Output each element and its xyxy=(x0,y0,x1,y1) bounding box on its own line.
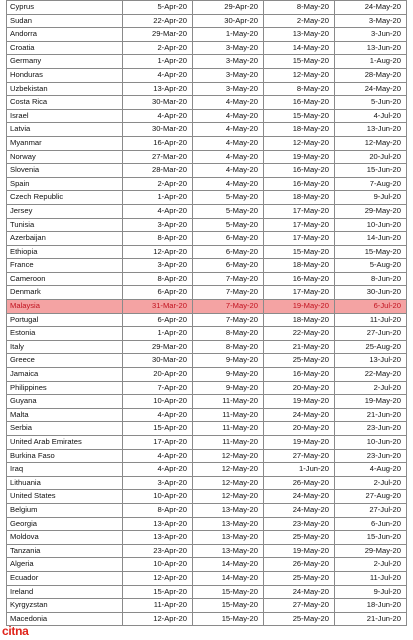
table-cell-date-3: 25-May-20 xyxy=(264,531,335,545)
table-row xyxy=(7,96,407,110)
table-cell-country: Georgia xyxy=(7,517,123,531)
table-row xyxy=(7,585,407,599)
table-cell-country: Iraq xyxy=(7,463,123,477)
table-row xyxy=(7,381,407,395)
table-cell-date-3: 23-May-20 xyxy=(264,517,335,531)
table-cell-date-3: 24-May-20 xyxy=(264,503,335,517)
table-row xyxy=(7,368,407,382)
table-cell-country: Latvia xyxy=(7,123,123,137)
table-row xyxy=(7,286,407,300)
table-cell-date-2: 7-May-20 xyxy=(193,272,264,286)
table-cell-date-4: 9-Jul-20 xyxy=(335,191,407,205)
table-cell-date-1: 15-Apr-20 xyxy=(123,422,193,436)
table-cell-country: Lithuania xyxy=(7,476,123,490)
table-cell-date-4: 15-May-20 xyxy=(335,245,407,259)
table-cell-date-1: 13-Apr-20 xyxy=(123,82,193,96)
table-cell-date-2: 11-May-20 xyxy=(193,395,264,409)
table-cell-date-4: 23-Jun-20 xyxy=(335,422,407,436)
table-cell-date-3: 1-Jun-20 xyxy=(264,463,335,477)
table-row xyxy=(7,395,407,409)
table-row xyxy=(7,177,407,191)
table-cell-date-4: 30-Jun-20 xyxy=(335,286,407,300)
table-row xyxy=(7,14,407,28)
table-cell-date-4: 27-Aug-20 xyxy=(335,490,407,504)
table-cell-date-3: 18-May-20 xyxy=(264,313,335,327)
table-cell-date-3: 24-May-20 xyxy=(264,585,335,599)
table-cell-date-2: 11-May-20 xyxy=(193,436,264,450)
table-cell-date-4: 15-Jun-20 xyxy=(335,164,407,178)
table-cell-date-1: 13-Apr-20 xyxy=(123,517,193,531)
table-cell-date-2: 30-Apr-20 xyxy=(193,14,264,28)
table-row xyxy=(7,449,407,463)
table-row xyxy=(7,436,407,450)
table-cell-date-3: 17-May-20 xyxy=(264,286,335,300)
table-cell-date-1: 23-Apr-20 xyxy=(123,544,193,558)
table-cell-date-3: 20-May-20 xyxy=(264,422,335,436)
table-cell-date-1: 13-Apr-20 xyxy=(123,531,193,545)
table-cell-country: Andorra xyxy=(7,28,123,42)
table-cell-date-2: 13-May-20 xyxy=(193,544,264,558)
table-row xyxy=(7,544,407,558)
table-cell-date-1: 16-Apr-20 xyxy=(123,136,193,150)
table-row xyxy=(7,28,407,42)
table-cell-date-1: 22-Apr-20 xyxy=(123,14,193,28)
table-cell-country: Jersey xyxy=(7,204,123,218)
table-cell-date-1: 12-Apr-20 xyxy=(123,245,193,259)
table-cell-date-3: 25-May-20 xyxy=(264,571,335,585)
table-cell-country: Denmark xyxy=(7,286,123,300)
table-cell-date-2: 14-May-20 xyxy=(193,558,264,572)
table-row xyxy=(7,408,407,422)
table-cell-date-1: 10-Apr-20 xyxy=(123,490,193,504)
table-cell-date-2: 3-May-20 xyxy=(193,82,264,96)
table-cell-date-1: 4-Apr-20 xyxy=(123,463,193,477)
table-cell-country: Sudan xyxy=(7,14,123,28)
table-row xyxy=(7,136,407,150)
table-cell-date-4: 29-May-20 xyxy=(335,544,407,558)
table-row xyxy=(7,191,407,205)
table-cell-date-2: 11-May-20 xyxy=(193,422,264,436)
table-cell-date-3: 12-May-20 xyxy=(264,136,335,150)
table-cell-country: Ireland xyxy=(7,585,123,599)
table-cell-date-2: 4-May-20 xyxy=(193,96,264,110)
table-cell-date-1: 10-Apr-20 xyxy=(123,558,193,572)
table-cell-date-4: 12-May-20 xyxy=(335,136,407,150)
table-cell-country: Ecuador xyxy=(7,571,123,585)
table-cell-date-1: 20-Apr-20 xyxy=(123,368,193,382)
table-cell-date-2: 4-May-20 xyxy=(193,109,264,123)
table-cell-date-4: 13-Jul-20 xyxy=(335,354,407,368)
table-cell-date-3: 19-May-20 xyxy=(264,436,335,450)
table-cell-date-4: 6-Jun-20 xyxy=(335,517,407,531)
table-cell-date-3: 8-May-20 xyxy=(264,1,335,15)
table-cell-date-1: 4-Apr-20 xyxy=(123,109,193,123)
table-cell-date-3: 16-May-20 xyxy=(264,177,335,191)
table-row xyxy=(7,612,407,626)
table-cell-date-3: 27-May-20 xyxy=(264,449,335,463)
table-cell-date-1: 29-Mar-20 xyxy=(123,28,193,42)
table-cell-date-1: 4-Apr-20 xyxy=(123,68,193,82)
table-cell-date-4: 7-Aug-20 xyxy=(335,177,407,191)
table-cell-date-1: 8-Apr-20 xyxy=(123,503,193,517)
table-row xyxy=(7,300,407,314)
table-cell-date-4: 23-Jun-20 xyxy=(335,449,407,463)
table-cell-date-3: 16-May-20 xyxy=(264,96,335,110)
table-cell-country: Azerbaijan xyxy=(7,232,123,246)
table-cell-date-2: 14-May-20 xyxy=(193,571,264,585)
table-cell-country: Belgium xyxy=(7,503,123,517)
table-cell-country: Portugal xyxy=(7,313,123,327)
table-row xyxy=(7,232,407,246)
table-cell-date-1: 15-Apr-20 xyxy=(123,585,193,599)
table-row xyxy=(7,422,407,436)
table-row xyxy=(7,272,407,286)
table-cell-date-2: 12-May-20 xyxy=(193,476,264,490)
table-cell-date-1: 2-Apr-20 xyxy=(123,41,193,55)
table-cell-country: Macedonia xyxy=(7,612,123,626)
table-row xyxy=(7,476,407,490)
table-cell-date-1: 30-Mar-20 xyxy=(123,96,193,110)
table-cell-date-1: 27-Mar-20 xyxy=(123,150,193,164)
table-cell-date-4: 28-May-20 xyxy=(335,68,407,82)
table-cell-country: Cyprus xyxy=(7,1,123,15)
table-cell-date-1: 8-Apr-20 xyxy=(123,272,193,286)
table-cell-country: Czech Republic xyxy=(7,191,123,205)
table-cell-country: Ethiopia xyxy=(7,245,123,259)
table-cell-date-1: 1-Apr-20 xyxy=(123,191,193,205)
table-row xyxy=(7,354,407,368)
table-cell-date-3: 8-May-20 xyxy=(264,82,335,96)
table-cell-country: United Arab Emirates xyxy=(7,436,123,450)
table-cell-date-2: 5-May-20 xyxy=(193,218,264,232)
table-cell-country: Myanmar xyxy=(7,136,123,150)
table-cell-date-2: 15-May-20 xyxy=(193,599,264,613)
table-cell-date-3: 14-May-20 xyxy=(264,41,335,55)
table-cell-date-2: 9-May-20 xyxy=(193,354,264,368)
table-cell-date-3: 15-May-20 xyxy=(264,245,335,259)
table-cell-country: Italy xyxy=(7,340,123,354)
table-cell-date-3: 16-May-20 xyxy=(264,368,335,382)
table-body xyxy=(7,1,407,626)
table-cell-date-2: 5-May-20 xyxy=(193,204,264,218)
table-cell-date-2: 1-May-20 xyxy=(193,28,264,42)
table-cell-date-2: 3-May-20 xyxy=(193,55,264,69)
table-cell-date-2: 11-May-20 xyxy=(193,408,264,422)
table-cell-date-2: 9-May-20 xyxy=(193,368,264,382)
table-cell-date-2: 4-May-20 xyxy=(193,164,264,178)
table-cell-date-3: 26-May-20 xyxy=(264,558,335,572)
table-cell-country: Malaysia xyxy=(7,300,123,314)
table-cell-date-4: 21-Jun-20 xyxy=(335,408,407,422)
table-row xyxy=(7,41,407,55)
table-cell-country: Serbia xyxy=(7,422,123,436)
table-cell-date-4: 20-Jul-20 xyxy=(335,150,407,164)
table-cell-date-3: 12-May-20 xyxy=(264,68,335,82)
table-cell-date-2: 4-May-20 xyxy=(193,136,264,150)
table-cell-date-2: 13-May-20 xyxy=(193,531,264,545)
table-cell-date-4: 10-Jun-20 xyxy=(335,218,407,232)
table-cell-date-4: 13-Jun-20 xyxy=(335,123,407,137)
table-cell-date-4: 10-Jun-20 xyxy=(335,436,407,450)
table-cell-date-2: 12-May-20 xyxy=(193,490,264,504)
table-cell-date-2: 15-May-20 xyxy=(193,612,264,626)
table-cell-date-3: 20-May-20 xyxy=(264,381,335,395)
table-cell-date-3: 18-May-20 xyxy=(264,123,335,137)
table-row xyxy=(7,259,407,273)
table-cell-date-2: 5-May-20 xyxy=(193,191,264,205)
table-cell-country: Uzbekistan xyxy=(7,82,123,96)
table-row xyxy=(7,327,407,341)
table-cell-date-4: 11-Jul-20 xyxy=(335,571,407,585)
table-cell-date-2: 13-May-20 xyxy=(193,517,264,531)
table-row xyxy=(7,55,407,69)
table-cell-date-2: 3-May-20 xyxy=(193,68,264,82)
table-cell-date-2: 7-May-20 xyxy=(193,300,264,314)
table-row xyxy=(7,245,407,259)
table-cell-date-3: 24-May-20 xyxy=(264,490,335,504)
table-cell-date-2: 7-May-20 xyxy=(193,313,264,327)
table-row xyxy=(7,340,407,354)
table-row xyxy=(7,503,407,517)
table-cell-country: United States xyxy=(7,490,123,504)
table-cell-date-4: 5-Jun-20 xyxy=(335,96,407,110)
table-cell-date-3: 27-May-20 xyxy=(264,599,335,613)
table-cell-date-4: 24-May-20 xyxy=(335,82,407,96)
table-cell-date-2: 4-May-20 xyxy=(193,150,264,164)
table-cell-date-4: 15-Jun-20 xyxy=(335,531,407,545)
table-cell-date-4: 3-Jun-20 xyxy=(335,28,407,42)
table-cell-country: Croatia xyxy=(7,41,123,55)
table-cell-date-1: 29-Mar-20 xyxy=(123,340,193,354)
table-cell-date-3: 21-May-20 xyxy=(264,340,335,354)
table-cell-date-2: 12-May-20 xyxy=(193,463,264,477)
table-cell-country: Algeria xyxy=(7,558,123,572)
table-cell-date-3: 17-May-20 xyxy=(264,232,335,246)
table-cell-country: France xyxy=(7,259,123,273)
table-row xyxy=(7,571,407,585)
table-cell-date-1: 6-Apr-20 xyxy=(123,313,193,327)
table-row xyxy=(7,218,407,232)
table-cell-date-1: 12-Apr-20 xyxy=(123,571,193,585)
table-cell-country: Israel xyxy=(7,109,123,123)
table-row xyxy=(7,490,407,504)
table-cell-date-1: 10-Apr-20 xyxy=(123,395,193,409)
table-cell-date-3: 25-May-20 xyxy=(264,612,335,626)
table-cell-date-3: 19-May-20 xyxy=(264,300,335,314)
table-cell-date-4: 18-Jun-20 xyxy=(335,599,407,613)
table-cell-date-1: 31-Mar-20 xyxy=(123,300,193,314)
table-cell-date-4: 24-May-20 xyxy=(335,1,407,15)
table-cell-date-4: 4-Jul-20 xyxy=(335,109,407,123)
table-cell-date-1: 1-Apr-20 xyxy=(123,327,193,341)
table-cell-country: Norway xyxy=(7,150,123,164)
table-row xyxy=(7,313,407,327)
table-cell-date-2: 6-May-20 xyxy=(193,232,264,246)
table-cell-date-2: 3-May-20 xyxy=(193,41,264,55)
table-cell-date-2: 8-May-20 xyxy=(193,327,264,341)
table-row xyxy=(7,204,407,218)
table-cell-date-4: 8-Jun-20 xyxy=(335,272,407,286)
table-cell-date-4: 6-Jul-20 xyxy=(335,300,407,314)
table-cell-date-4: 27-Jun-20 xyxy=(335,327,407,341)
table-cell-country: Tunisia xyxy=(7,218,123,232)
table-cell-date-1: 30-Mar-20 xyxy=(123,123,193,137)
table-cell-date-1: 3-Apr-20 xyxy=(123,476,193,490)
table-cell-date-3: 2-May-20 xyxy=(264,14,335,28)
table-cell-country: Spain xyxy=(7,177,123,191)
table-cell-date-1: 3-Apr-20 xyxy=(123,218,193,232)
table-cell-date-4: 3-May-20 xyxy=(335,14,407,28)
table-cell-country: Greece xyxy=(7,354,123,368)
table-row xyxy=(7,1,407,15)
table-cell-date-2: 4-May-20 xyxy=(193,123,264,137)
table-row xyxy=(7,150,407,164)
table-cell-country: Estonia xyxy=(7,327,123,341)
table-cell-date-4: 14-Jun-20 xyxy=(335,232,407,246)
table-cell-date-1: 28-Mar-20 xyxy=(123,164,193,178)
table-cell-date-4: 2-Jul-20 xyxy=(335,381,407,395)
table-cell-date-2: 6-May-20 xyxy=(193,259,264,273)
table-cell-date-1: 3-Apr-20 xyxy=(123,259,193,273)
table-cell-date-4: 5-Aug-20 xyxy=(335,259,407,273)
table-cell-date-4: 4-Aug-20 xyxy=(335,463,407,477)
table-cell-country: Malta xyxy=(7,408,123,422)
table-cell-date-3: 22-May-20 xyxy=(264,327,335,341)
table-cell-date-1: 17-Apr-20 xyxy=(123,436,193,450)
table-cell-date-4: 25-Aug-20 xyxy=(335,340,407,354)
table-cell-date-3: 15-May-20 xyxy=(264,55,335,69)
table-cell-date-4: 9-Jul-20 xyxy=(335,585,407,599)
table-cell-date-4: 22-May-20 xyxy=(335,368,407,382)
table-row xyxy=(7,109,407,123)
table-cell-date-1: 2-Apr-20 xyxy=(123,177,193,191)
table-row xyxy=(7,68,407,82)
table-cell-country: Guyana xyxy=(7,395,123,409)
table-cell-date-3: 17-May-20 xyxy=(264,218,335,232)
table-cell-date-3: 19-May-20 xyxy=(264,395,335,409)
table-cell-country: Cameroon xyxy=(7,272,123,286)
table-cell-date-3: 18-May-20 xyxy=(264,259,335,273)
table-row xyxy=(7,558,407,572)
table-cell-date-3: 15-May-20 xyxy=(264,109,335,123)
table-cell-date-1: 30-Mar-20 xyxy=(123,354,193,368)
table-cell-date-3: 18-May-20 xyxy=(264,191,335,205)
table-cell-date-2: 29-Apr-20 xyxy=(193,1,264,15)
table-cell-date-2: 7-May-20 xyxy=(193,286,264,300)
table-cell-date-2: 8-May-20 xyxy=(193,340,264,354)
table-cell-country: Kyrgyzstan xyxy=(7,599,123,613)
table-cell-date-2: 9-May-20 xyxy=(193,381,264,395)
table-cell-date-3: 16-May-20 xyxy=(264,272,335,286)
table-cell-country: Honduras xyxy=(7,68,123,82)
table-cell-date-1: 4-Apr-20 xyxy=(123,449,193,463)
table-row xyxy=(7,82,407,96)
table-cell-date-4: 21-Jun-20 xyxy=(335,612,407,626)
table-cell-date-4: 1-Aug-20 xyxy=(335,55,407,69)
table-cell-date-1: 11-Apr-20 xyxy=(123,599,193,613)
table-row xyxy=(7,599,407,613)
table-cell-date-1: 1-Apr-20 xyxy=(123,55,193,69)
table-cell-date-2: 12-May-20 xyxy=(193,449,264,463)
table-cell-country: Philippines xyxy=(7,381,123,395)
table-cell-date-4: 11-Jul-20 xyxy=(335,313,407,327)
watermark-logo-text: citna xyxy=(2,624,29,638)
table-cell-date-3: 24-May-20 xyxy=(264,408,335,422)
table-cell-date-1: 8-Apr-20 xyxy=(123,232,193,246)
table-cell-date-3: 13-May-20 xyxy=(264,28,335,42)
table-cell-country: Moldova xyxy=(7,531,123,545)
table-cell-date-1: 6-Apr-20 xyxy=(123,286,193,300)
table-cell-country: Tanzania xyxy=(7,544,123,558)
table-cell-date-3: 25-May-20 xyxy=(264,354,335,368)
table-cell-country: Germany xyxy=(7,55,123,69)
table-row xyxy=(7,463,407,477)
table-cell-date-4: 19-May-20 xyxy=(335,395,407,409)
table-cell-country: Slovenia xyxy=(7,164,123,178)
watermark-logo xyxy=(2,624,29,638)
table-cell-date-4: 13-Jun-20 xyxy=(335,41,407,55)
table-cell-country: Burkina Faso xyxy=(7,449,123,463)
table-cell-date-2: 6-May-20 xyxy=(193,245,264,259)
table-cell-date-1: 12-Apr-20 xyxy=(123,612,193,626)
table-cell-date-1: 7-Apr-20 xyxy=(123,381,193,395)
table-cell-date-4: 2-Jul-20 xyxy=(335,476,407,490)
table-row xyxy=(7,517,407,531)
table-row xyxy=(7,123,407,137)
table-cell-date-2: 4-May-20 xyxy=(193,177,264,191)
table-cell-date-3: 17-May-20 xyxy=(264,204,335,218)
table-cell-date-4: 2-Jul-20 xyxy=(335,558,407,572)
table-cell-date-2: 15-May-20 xyxy=(193,585,264,599)
table-cell-date-1: 5-Apr-20 xyxy=(123,1,193,15)
data-table xyxy=(6,0,407,626)
table-cell-date-1: 4-Apr-20 xyxy=(123,204,193,218)
table-cell-date-1: 4-Apr-20 xyxy=(123,408,193,422)
table-cell-date-3: 19-May-20 xyxy=(264,544,335,558)
table-row xyxy=(7,164,407,178)
table-cell-date-4: 29-May-20 xyxy=(335,204,407,218)
table-cell-date-2: 13-May-20 xyxy=(193,503,264,517)
table-cell-date-3: 26-May-20 xyxy=(264,476,335,490)
table-row xyxy=(7,531,407,545)
table-cell-country: Costa Rica xyxy=(7,96,123,110)
table-cell-date-3: 16-May-20 xyxy=(264,164,335,178)
table-cell-date-4: 27-Jul-20 xyxy=(335,503,407,517)
table-cell-country: Jamaica xyxy=(7,368,123,382)
table-cell-date-3: 19-May-20 xyxy=(264,150,335,164)
